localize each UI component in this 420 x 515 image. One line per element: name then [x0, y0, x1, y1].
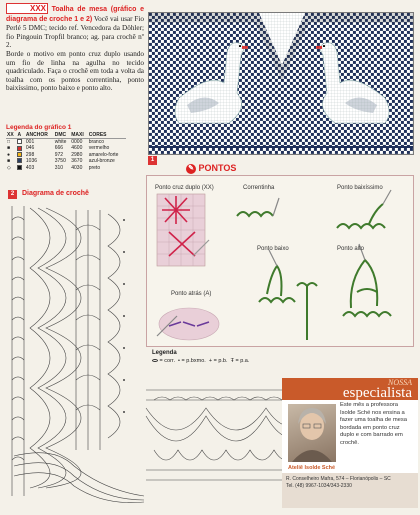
legend-cell-anchor: 298 [25, 151, 35, 158]
chart-legend [6, 124, 144, 171]
legend-row [6, 139, 126, 146]
legend-cell-dmc: 310 [54, 164, 64, 171]
legend-cell-anchor: 001 [25, 139, 35, 145]
legend-pa-symbol: Ŧ [230, 358, 234, 364]
intro-body-2: Borde o motivo em ponto cruz duplo usando um fio de linha na agulha no tecido quadriculado. Faça o crochê em toda a volta da toalha com os pontos correntinha, ponto baixíssimo, ponto baixo e ponto alto. [6, 49, 144, 93]
specialist-phone: Tel. (48) 9967-1034/343-2330 [286, 483, 352, 489]
specialist-contact [282, 473, 418, 508]
crochet-diagram-bottom [4, 380, 304, 510]
specialist-address: R. Conselheiro Mafra, 574 – Florianópolis – SC [286, 476, 391, 482]
legend-cell-dmc: 3750 [54, 158, 66, 165]
legend-cell-dmc: white [54, 139, 67, 145]
legend-chain-symbol [152, 359, 158, 362]
legend-item-pb: + = p.b. [208, 358, 228, 364]
specialist-photo [288, 404, 336, 462]
color-swatch [17, 146, 22, 151]
legend-item-pbxmo: • = p.bxmo. [178, 358, 206, 364]
stitch-legend [152, 350, 302, 364]
figure-badge-1: 1 [148, 156, 157, 165]
diagram-title: Diagrama de crochê [22, 190, 89, 197]
legend-cell-cor: amarelo-forte [88, 151, 119, 158]
label-correntinha: Correntinha [243, 185, 275, 191]
stitches-illustrations [147, 176, 415, 348]
legend-header-cell: DMC [54, 132, 70, 139]
legend-cell-maxi: 0000 [71, 139, 83, 145]
cross-stitch-fabric [157, 194, 209, 266]
legend-cell-maxi: 4030 [71, 164, 83, 171]
legend-cell-maxi: 3670 [71, 158, 83, 165]
specialist-title: especialista [342, 385, 412, 401]
figure-badge-2: 2 [8, 190, 17, 199]
specialist-box [282, 378, 418, 508]
legend-cell-dmc: 666 [54, 145, 64, 152]
legend-cell-dmc: 972 [54, 151, 64, 158]
legend-item-pa: = p.a. [235, 358, 250, 364]
specialist-header [282, 378, 418, 400]
legend-swatch-cell [16, 139, 24, 146]
intro-body-1: Você vai usar Fio Perlé 5 DMC; tecido ref. Vencedora da Döhler; fio Pingouin Tropfil branco; ag. para crochê nº 2. [6, 14, 144, 50]
swan-chart-svg [149, 13, 414, 155]
legend-cell-maxi: 4600 [71, 145, 83, 152]
needle-icon: ✎ [186, 164, 196, 174]
specialist-text: Este mês a professora Isolde Sché nos ensina a fazer uma toalha de mesa bordada em ponto cruz duplo e com barrado em crochê. [340, 402, 408, 446]
label-ponto-baixo: Ponto baixo [257, 246, 289, 252]
label-baixissimo: Ponto baixíssimo [337, 185, 383, 191]
label-ponto-alto: Ponto alto [337, 246, 365, 252]
double-crochet-illustration [343, 244, 391, 316]
legend-cell-cor: preto [88, 164, 101, 171]
color-swatch [17, 152, 22, 157]
slip-stitch-illustration [337, 190, 391, 228]
label-ponto-atras: Ponto atrás (A) [171, 291, 212, 297]
legend-cell-anchor: 403 [25, 164, 35, 171]
color-swatch [17, 165, 22, 170]
specialist-nossa: NOSSA [388, 378, 412, 387]
legend-header-cell: A [16, 132, 24, 139]
chain-column [297, 283, 317, 340]
legend-header-cell: ANCHOR [25, 132, 54, 139]
portrait-illustration [288, 404, 336, 462]
chain-stitch-illustration [237, 198, 279, 216]
intro-heading: Toalha de mesa (gráfico e diagrama de croche 1 e 2) [6, 6, 145, 23]
chart-legend-table [6, 132, 126, 171]
legend-cell-cor: azul-bronze [88, 158, 115, 165]
crochet-diagram-bottom-svg [4, 380, 304, 510]
legend-item-corr: = corr. [159, 358, 175, 364]
legend-cell-sym: ● [7, 151, 11, 158]
intro-text [6, 3, 144, 93]
legend-cell-sym: ◇ [7, 164, 11, 171]
legend-header-cell: MAXI [70, 132, 87, 139]
legend-cell-cor: vermelho [88, 145, 110, 152]
color-swatch [17, 139, 22, 144]
stitches-panel [146, 175, 414, 347]
legend-cell-anchor: 046 [25, 145, 35, 152]
xxx-tag: XXX [6, 3, 48, 14]
chart-legend-title: Legenda do gráfico 1 [6, 124, 72, 131]
legend-cell-anchor: 1036 [25, 158, 38, 165]
pontos-title-text: PONTOS [198, 163, 237, 173]
color-swatch [17, 158, 22, 163]
legend-cell-maxi: 2980 [71, 151, 83, 158]
legend-swatch-cell [16, 165, 24, 171]
backstitch-illustration [157, 308, 219, 340]
single-crochet-illustration [259, 250, 295, 302]
legend-cell-sym: ■ [7, 158, 11, 165]
label-ponto-cruz: Ponto cruz duplo (XX) [155, 185, 214, 191]
legend-header-cell: CORES [88, 132, 126, 139]
cross-stitch-chart [148, 12, 414, 155]
legend-row [6, 165, 126, 171]
legend-cell-cor: branco [88, 139, 104, 145]
legend-header-cell: XX [6, 132, 16, 139]
specialist-name: Ateliê Isolde Sché [288, 465, 336, 471]
pontos-title [186, 163, 236, 174]
stitch-legend-title: Legenda [152, 350, 177, 356]
legend-cell-sym: ■ [7, 145, 11, 152]
legend-cell-sym: □ [7, 139, 11, 145]
